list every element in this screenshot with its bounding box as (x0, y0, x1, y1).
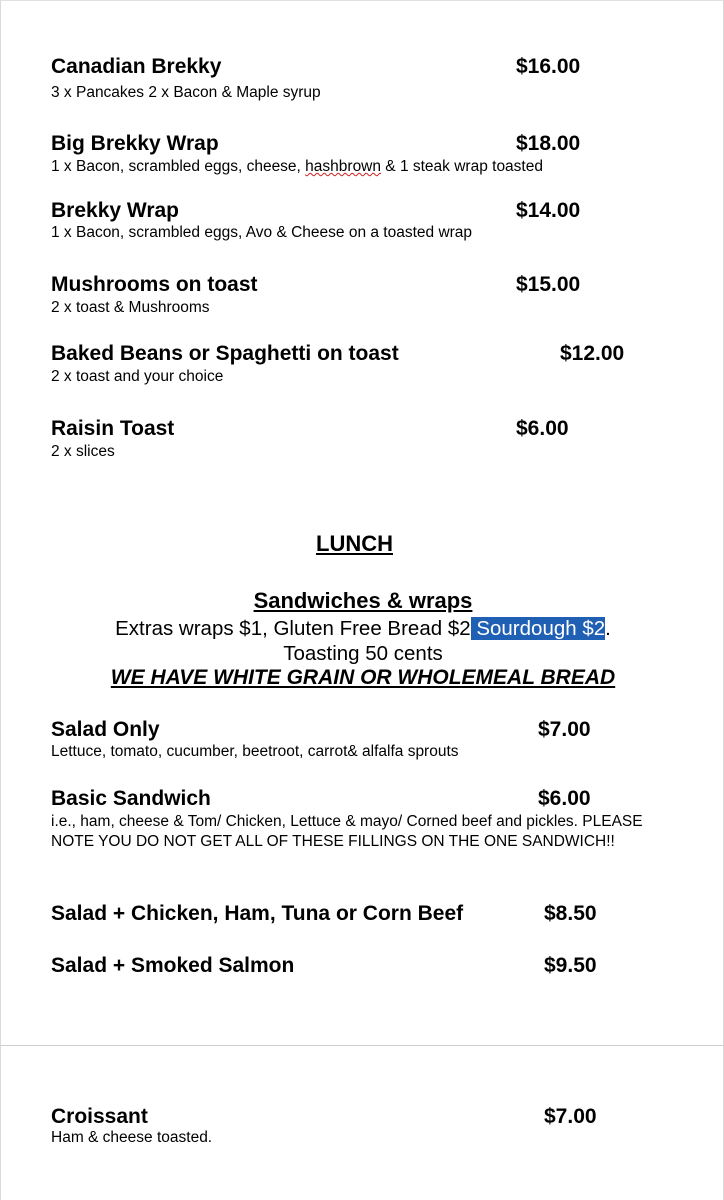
item-price: $12.00 (560, 342, 625, 365)
extras-end: . (605, 617, 611, 640)
item-description: Ham & cheese toasted. (51, 1129, 213, 1146)
item-name: Salad Only (51, 718, 160, 741)
item-name: Brekky Wrap (51, 199, 180, 222)
item-price: $7.00 (538, 718, 591, 741)
item-price: $15.00 (516, 273, 581, 296)
item-price: $9.50 (544, 954, 597, 977)
item-description: 2 x toast & Mushrooms (51, 299, 210, 316)
menu-item-brekky-wrap (51, 199, 472, 243)
item-name: Baked Beans or Spaghetti on toast (51, 342, 399, 365)
item-price: $6.00 (516, 417, 569, 440)
item-description: 2 x slices (51, 443, 115, 460)
toasting-note: Toasting 50 cents (283, 642, 443, 665)
section-heading-lunch: LUNCH (316, 531, 393, 556)
item-name: Croissant (51, 1105, 148, 1128)
item-price: $7.00 (544, 1105, 597, 1128)
bread-notice: WE HAVE WHITE GRAIN OR WHOLEMEAL BREAD (110, 666, 616, 689)
item-price: $6.00 (538, 787, 591, 810)
menu-item-salad-salmon (51, 954, 294, 978)
menu-item-big-brekky-wrap (51, 132, 543, 177)
item-price: $18.00 (516, 132, 581, 155)
item-price: $14.00 (516, 199, 581, 222)
desc-part: 1 x Bacon, scrambled eggs, cheese, (51, 158, 306, 175)
item-description: 3 x Pancakes 2 x Bacon & Maple syrup (51, 84, 321, 101)
item-description: i.e., ham, cheese & Tom/ Chicken, Lettuce & mayo/ Corned beef and pickles. PLEASE NOTE YOU DO NOT GET ALL OF THESE FILLINGS ON THE ONE SANDWICH!! (51, 813, 643, 850)
item-description: 2 x toast and your choice (51, 368, 224, 385)
menu-item-canadian-brekky (51, 55, 321, 103)
desc-part: & 1 steak wrap toasted (381, 158, 543, 175)
menu-item-mushrooms-on-toast (51, 273, 258, 318)
item-description (51, 157, 543, 177)
item-price: $8.50 (544, 902, 597, 925)
item-description: 1 x Bacon, scrambled eggs, Avo & Cheese on a toasted wrap (51, 224, 473, 241)
item-name: Salad + Smoked Salmon (51, 954, 295, 977)
item-name: Mushrooms on toast (51, 273, 258, 296)
selected-text-highlight: Sourdough $2 (470, 617, 606, 640)
item-name: Basic Sandwich (51, 787, 211, 810)
menu-item-salad-chicken (51, 902, 463, 926)
extras-note (1, 617, 724, 641)
menu-item-raisin-toast (51, 417, 174, 462)
menu-page-2 (0, 1046, 724, 1200)
item-name: Salad + Chicken, Ham, Tuna or Corn Beef (51, 902, 464, 925)
menu-item-baked-beans (51, 342, 399, 387)
item-name: Canadian Brekky (51, 55, 222, 78)
menu-item-croissant (51, 1105, 212, 1148)
spellcheck-flagged-word: hashbrown (305, 158, 381, 175)
extras-text: Extras wraps $1, Gluten Free Bread $2 (115, 617, 471, 640)
item-description: Lettuce, tomato, cucumber, beetroot, carrot& alfalfa sprouts (51, 743, 459, 760)
item-name: Big Brekky Wrap (51, 132, 219, 155)
subheading-sandwiches-wraps: Sandwiches & wraps (253, 588, 473, 613)
item-price: $16.00 (516, 55, 581, 78)
item-name: Raisin Toast (51, 417, 175, 440)
menu-item-salad-only (51, 718, 459, 762)
